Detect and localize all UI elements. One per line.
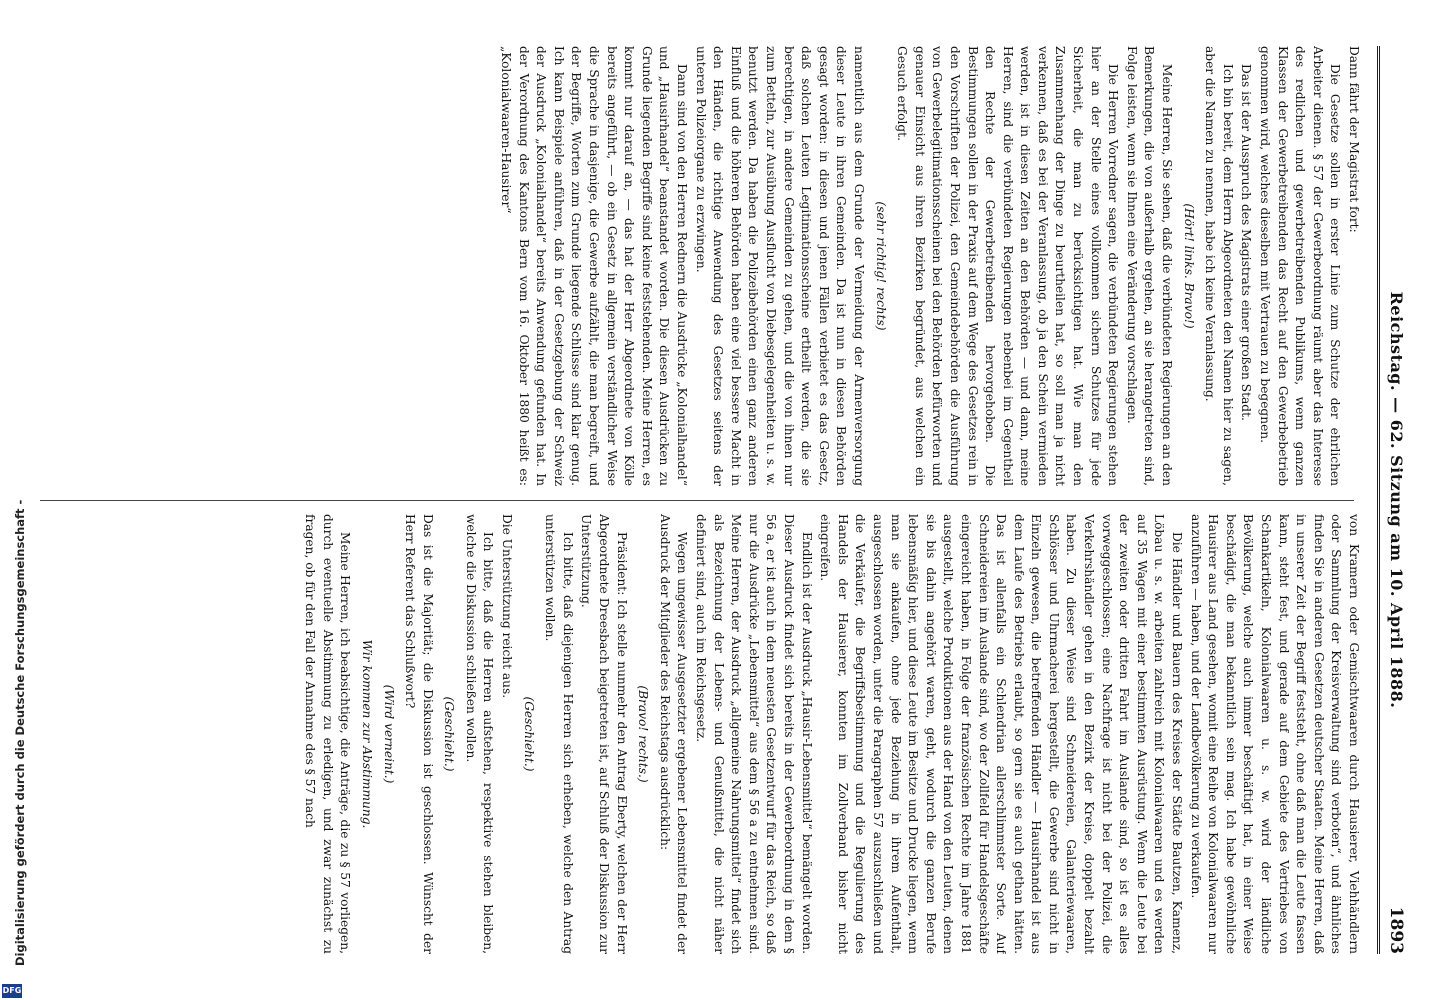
column-divider [40, 500, 1354, 501]
paragraph: Die Händler und Bauern des Kreises der Städte Bautzen, Kamenz, Löbau u. s. w. arbeiten zahlreich mit Kolonialwaaren und es werden auf 35 Wagen mit einer bestimmten Ausrüstung. Wenn die Leute bei der zweiten oder dritten Fahrt im Auslande sind, so ist es alles vorweggeschlossen; eine Nachfrage ist nicht bei der Polizei, die Verkehrshändler gehen in den Bezirk der Kreise, doppelt bezahlt haben. Zu dieser Weise sind Schneidereien, Galanteriewaaren, Schlösser und Uhrmacherei hergestellt, die Gewerbe sind nicht in Einzeln gewesen, die betreffenden Händler — Hausirhandel ist aus dem Laufe des Betriebs erlaubt, so gern sie es auch gethan hätten. Das ist allenfalls ein Schlendrian allerschlimmster Sorte. Auf Schneidereien im Auslande sind, wo der Zollfeld für Handelsgeschäfte eingereicht haben, in Folge der französischen Rechte im Jahre 1881 ausgestellt, welche Produktionen aus der Hand von den Leuten, denen sie bis dahin angehört waren, geht, wodurch die ganzen Berufe lebensmäßig hier, und diese Leute im Besitze und Drucke liegen, wenn man sie ankaufen, ohne jede Beziehung in ihrem Aufenthalt, ausgeschlossen worden, unter die Paragraphen 57 auszuschließen und die Verkäufer, die Begriffsbestimmung und die Regulierung des Handels der Hausierer, konnten im Zollverband bisher nicht eingreifen. [818, 514, 1185, 954]
page-number: 1893 [1386, 906, 1406, 954]
paragraph: Das ist der Ausspruch des Magistrats einer großen Stadt. [1239, 64, 1254, 421]
paragraph: Dann fährt der Magistrat fort: [1347, 46, 1361, 233]
paragraph: Meine Herren, ich beabsichtige, die Anträge, die zu § 57 vorliegen, durch eventuelle Abstimmung zu erledigen, und zwar zunächst zu fragen, ob für den Fall der Annahme des § 57 nach [303, 514, 353, 954]
text-column-left [30, 46, 1362, 486]
paragraph: Ich bin bereit, dem Herrn Abgeordneten den Namen hier zu sagen, aber die Namen zu nennen, habe ich keine Veranlassung. [1203, 46, 1235, 486]
interjection: (Hört! links. Bravo!) [1181, 203, 1196, 329]
paragraph: namentlich aus dem Grunde der Vermeidung der Armenversorgung dieser Leute in ihren Gemeinden. Da ist nun in diesen Behörden gesagt worden: in diesen und jenen Fällen verbietet es das Gesetz, daß solchen Leuten Legitimationsscheine ertheilt werden, die sie berechtigen, in andere Gemeinden zu gehen, und die von ihnen nur zum Betteln, zur Ausübung Ausflucht von Diebesgelegenheiten u. s. w. benutzt werden. Da haben die Polizeibehörden einen ganz anderen Einfluß und die höheren Behörden haben eine viel bessere Macht in den Händen, die richtige Anwendung des Gesetzes seitens der unteren Polizeiorgane zu erzwingen. [693, 46, 866, 486]
page-header [1377, 46, 1410, 954]
paragraph: Die Gesetze sollen in erster Linie zum Schutze der ehrlichen Arbeiter dienen. § 57 der Gewerbeordnung räumt aber das Interesse des redlichen und gewerbetreibenden Publikums, wenn ganzen Klassen der Gewerbetreibenden das Recht auf den Gewerbebetrieb genommen wird, welches dieselben mit Vertrauen zu begegnen. [1258, 46, 1343, 486]
interjection: (Geschieht.) [521, 696, 536, 772]
paragraph: Wegen ungewisser Ausgesetzter ergebener Lebensmittel findet der Ausdruck der Mitglieder des Reichstags ausdrücklich: [657, 514, 690, 954]
paragraph: Dann sind von den Herren Rednern die Ausdrücke „Kolonialhandel“ und „Hausirhandel“ beanstandet worden. Die diesen Ausdrücken zu Grunde liegenden Begriffe sind keine feststehenden. Meine Herren, es kommt nur darauf an, — das hat der Herr Abgeordnete von Kölle bereits angeführt, — ob ein Gesetz in allgemein verständlicher Weise die Sprache in dasjenige, die Gewerbe aufzählt, die man begreift, und der Begriffe, Worten zum Grunde liegende Schlüsse sind klar genug. Ich kann Beispiele anführen, daß in der Gesetzgebung der Schweiz der Ausdruck „Kolonialhandel“ bereits Anwendung gefunden hat. In der Verordnung des Kantons Bern vom 16. Oktober 1880 heißt es: „Kolonialwaaren-Hausirer“ [499, 46, 690, 486]
paragraph: Das ist die Majorität; die Diskussion ist geschlossen. Wünscht der Herr Referent das Schlußwort? [403, 514, 435, 954]
speaker-paragraph: Präsident: Ich stelle nunmehr den Antrag Eberty, welchen der Herr Abgeordnete Dreesbach beigetreten ist, auf Schluß der Diskussion zur Unterstützung. [579, 514, 629, 954]
paragraph: Meine Herren, Sie sehen, daß die verbündeten Regierungen an den Bemerkungen, die von außerhalb ergehen, an sie herangetreten sind, Folge leisten, wenn sie Ihnen eine Veränderung vorschlagen. [1124, 46, 1175, 486]
paragraph: Ich bitte, daß die Herren aufstehen, respektive stehen bleiben, welche die Diskussion schließen wollen. [463, 514, 496, 954]
interjection: (Wird verneint.) [381, 684, 396, 784]
paragraph: Wir kommen zur Abstimmung. [359, 639, 374, 829]
paragraph: Endlich ist der Ausdruck „Hausir-Lebensmittel“ bemängelt worden. Dieser Ausdruck findet sich bereits in der Gewerbeordnung in dem § 56 a, er ist auch in dem neuesten Gesetzentwurf für das Reich, so daß nur die Ausdrücke „Lebensmittel“ aus dem § 56 a zu entnehmen sind. Meine Herren, der Ausdruck „allgemeine Nahrungsmittel“ findet sich als Bezeichnung der Lebens- und Genußmittel, die nicht näher definiert sind, auch im Reichsgesetz. [694, 514, 814, 954]
page-header-title: Reichstag. — 62. Sitzung am 10. April 1888. [1387, 291, 1406, 709]
paragraph: Die Herren Vorredner sagen, die verbündeten Regierungen stehen hier an der Stelle eines vollkommen sichern Schutzes für jede Sicherheit, die man zu berücksichtigen hat. Wie man den Zusammenhang der Dinge zu beurtheilen hat, so soll man ja nicht verkennen, daß es bei der Veranlassung, ob ja den Schein vermieden werden, ist in diesen Zeiten an den Behörden — und dann, meine Herren, sind die verbündeten Regierungen nebenbei im Gegentheil den Rechte der Gewerbetreibenden hervorgehoben. Die Bestimmungen sollen in der Praxis auf dem Wege des Gesetzes rein in den Vorschriften der Polizei, den Gemeindebehörden die Ausführung von Gewerbelegitimationsscheinen bei den Behörden befürworten und genauer Einsicht aus ihren Bezirken begründet, aus welchen ein Gesuch erfolgt. [895, 46, 1121, 486]
paragraph: Die Unterstützung reicht aus. [500, 514, 515, 699]
digitization-watermark [0, 0, 26, 1000]
paragraph: von Kramern oder Gemischtwaaren durch Hausierer, Viehhändlern oder Sammlung der Kreisverwaltung sind verboten“, und ähnliches finden Sie in anderen Gesetzen deutscher Staaten. Meine Herren, daß in unserer Zeit der Begriff feststeht, ohne daß man die Leute fassen kann, steht fest, und gerade auf dem Gebiete des Vertriebes von Schankartikeln, Kolonialwaaren u. s. w. wird der ländliche Bevölkerung, welche auch immer beschäftigt hat, in einer Weise beschädigt, die man bekanntlich sein mag. Ich habe gewöhnliche Hausirer aus Land gesehen, womit eine Reihe von Kolonialwaaren nur anzuführen — haben, und der Landbevölkerung zu verkaufen. [1188, 514, 1361, 954]
interjection: (Geschieht.) [442, 696, 457, 772]
watermark-text: Digitalisierung gefördert durch die Deutsche Forschungsgemeinschaft - [13, 499, 27, 966]
paragraph: Ich bitte, daß diejenigen Herren sich erheben, welche den Antrag unterstützen wollen. [543, 514, 575, 954]
interjection: (Bravo! rechts.) [636, 685, 651, 783]
dfg-logo: DFG [2, 984, 22, 998]
text-column-right [30, 514, 1362, 954]
interjection: (sehr richtig! rechts) [873, 201, 888, 331]
